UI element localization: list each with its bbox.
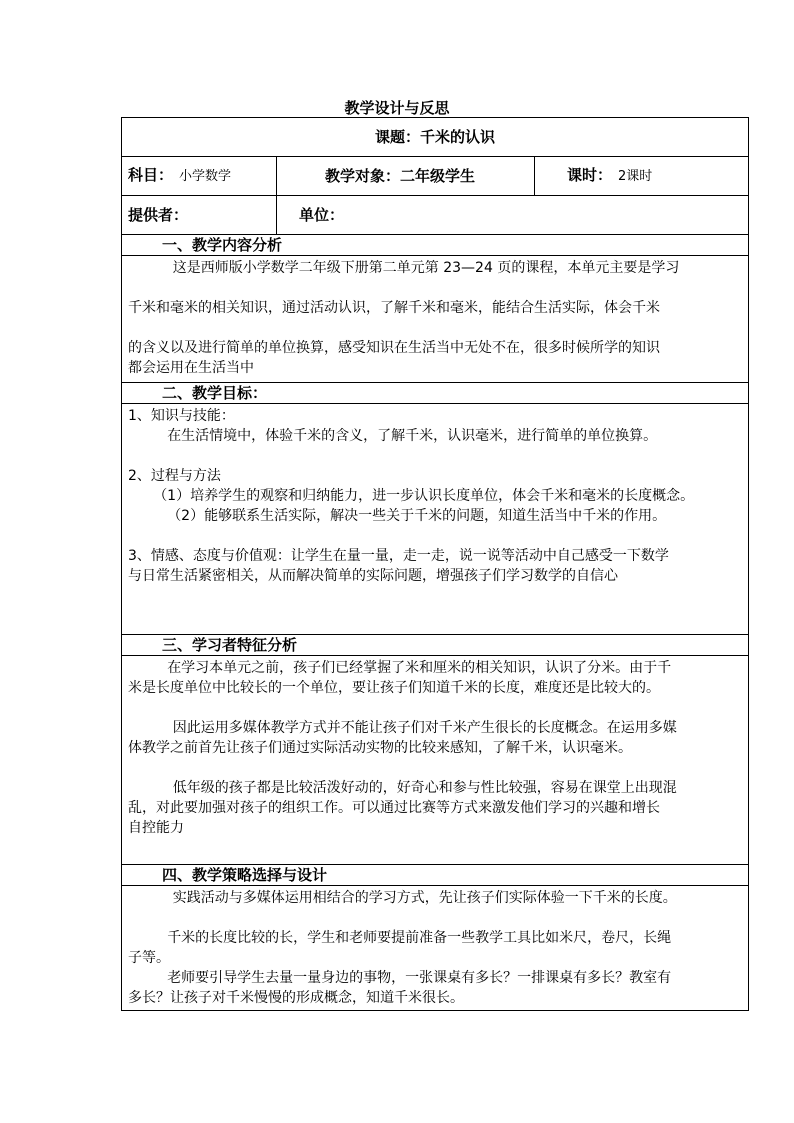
section-3-line: 低年级的孩子都是比较活泼好动的，好奇心和参与性比较强，容易在课堂上出现混 xyxy=(172,780,677,796)
spacer xyxy=(128,698,742,718)
hours-label: 课时： xyxy=(567,166,613,184)
section-4-line: 千米的长度比较的长，学生和老师要提前准备一些教学工具比如米尺，卷尺，长绳 xyxy=(167,930,672,946)
section-2-title: 二、教学目标： xyxy=(122,383,749,404)
audience-label: 教学对象： xyxy=(325,167,401,185)
info-row xyxy=(122,157,749,196)
unit-cell: 单位： xyxy=(277,196,749,235)
spacer xyxy=(128,446,742,466)
section-4-line: 子等。 xyxy=(128,950,170,966)
section-2-line: （2）能够联系生活实际，解决一些关于千米的问题，知道生活当中千米的作用。 xyxy=(167,508,667,524)
audience-cell xyxy=(277,157,535,196)
section-3-line: 米是长度单位中比较长的一个单位，要让孩子们知道千米的长度，难度还是比较大的。 xyxy=(128,680,660,696)
section-3-body xyxy=(122,656,749,865)
hours-value: 2课时 xyxy=(618,169,653,184)
spacer xyxy=(128,526,742,546)
section-2-content xyxy=(122,404,749,635)
section-4-content xyxy=(122,886,749,1011)
section-2-line: 1、知识与技能： xyxy=(128,408,235,424)
section-4-line: 实践活动与多媒体运用相结合的学习方式，先让孩子们实际体验一下千米的长度。 xyxy=(172,890,677,906)
section-3-line: 自控能力 xyxy=(128,820,184,836)
section-2-line: 与日常生活紧密相关，从而解决简单的实际问题，增强孩子们学习数学的自信心 xyxy=(128,568,618,584)
section-3-line: 在学习本单元之前，孩子们已经掌握了米和厘米的相关知识，认识了分米。由于千 xyxy=(167,660,672,676)
document-title: 教学设计与反思 xyxy=(344,99,450,117)
spacer xyxy=(128,758,742,778)
section-1-line: 这是西师版小学数学二年级下册第二单元第 23—24 页的课程，本单元主要是学习 xyxy=(172,260,680,276)
audience-value: 二年级学生 xyxy=(400,167,476,185)
section-2-line: 3、情感、态度与价值观：让学生在量一量，走一走，说一说等活动中自己感受一下数学 xyxy=(128,548,669,564)
section-2-line: （1）培养学生的观察和归纳能力，进一步认识长度单位，体会千米和毫米的长度概念。 xyxy=(153,488,695,504)
topic-row xyxy=(122,118,749,157)
lesson-plan-table xyxy=(121,117,749,1011)
section-3-line: 乱，对此要加强对孩子的组织工作。可以通过比赛等方式来激发他们学习的兴趣和增长 xyxy=(128,800,660,816)
section-1-title: 一、教学内容分析 xyxy=(122,235,749,256)
subject-value: 小学数学 xyxy=(179,169,232,184)
section-3-content xyxy=(122,656,749,865)
section-2-line: 2、过程与方法 xyxy=(128,468,221,484)
spacer xyxy=(128,318,742,338)
section-1-line: 千米和毫米的相关知识，通过活动认识，了解千米和毫米，能结合生活实际，体会千米 xyxy=(128,300,660,316)
section-1-content xyxy=(122,256,749,383)
topic-cell: 课题：千米的认识 xyxy=(122,118,749,157)
section-2-line: 在生活情境中，体验千米的含义，了解千米，认识毫米，进行简单的单位换算。 xyxy=(167,428,658,444)
hours-cell xyxy=(535,157,749,196)
spacer xyxy=(128,908,742,928)
section-4-line: 老师要引导学生去量一量身边的事物，一张课桌有多长？一排课桌有多长？教室有 xyxy=(167,970,672,986)
section-3-line: 体教学之前首先让孩子们通过实际活动实物的比较来感知，了解千米，认识毫米。 xyxy=(128,740,632,756)
section-4-body xyxy=(122,886,749,1011)
section-3-title: 三、学习者特征分析 xyxy=(122,635,749,656)
section-1-header xyxy=(122,235,749,256)
subject-label: 科目： xyxy=(128,166,174,184)
section-4-title: 四、教学策略选择与设计 xyxy=(122,865,749,886)
subject-cell xyxy=(122,157,277,196)
section-3-header xyxy=(122,635,749,656)
section-4-header xyxy=(122,865,749,886)
provider-row xyxy=(122,196,749,235)
section-2-body xyxy=(122,404,749,635)
spacer xyxy=(128,278,742,298)
provider-cell: 提供者： xyxy=(122,196,277,235)
section-3-line: 因此运用多媒体教学方式并不能让孩子们对千米产生很长的长度概念。在运用多媒 xyxy=(172,720,677,736)
section-1-line: 的含义以及进行简单的单位换算，感受知识在生活当中无处不在，很多时候所学的知识 xyxy=(128,340,660,356)
section-4-line: 多长？让孩子对千米慢慢的形成概念，知道千米很长。 xyxy=(128,990,464,1006)
section-1-line: 都会运用在生活当中 xyxy=(128,360,254,376)
section-1-body xyxy=(122,256,749,383)
section-2-header xyxy=(122,383,749,404)
